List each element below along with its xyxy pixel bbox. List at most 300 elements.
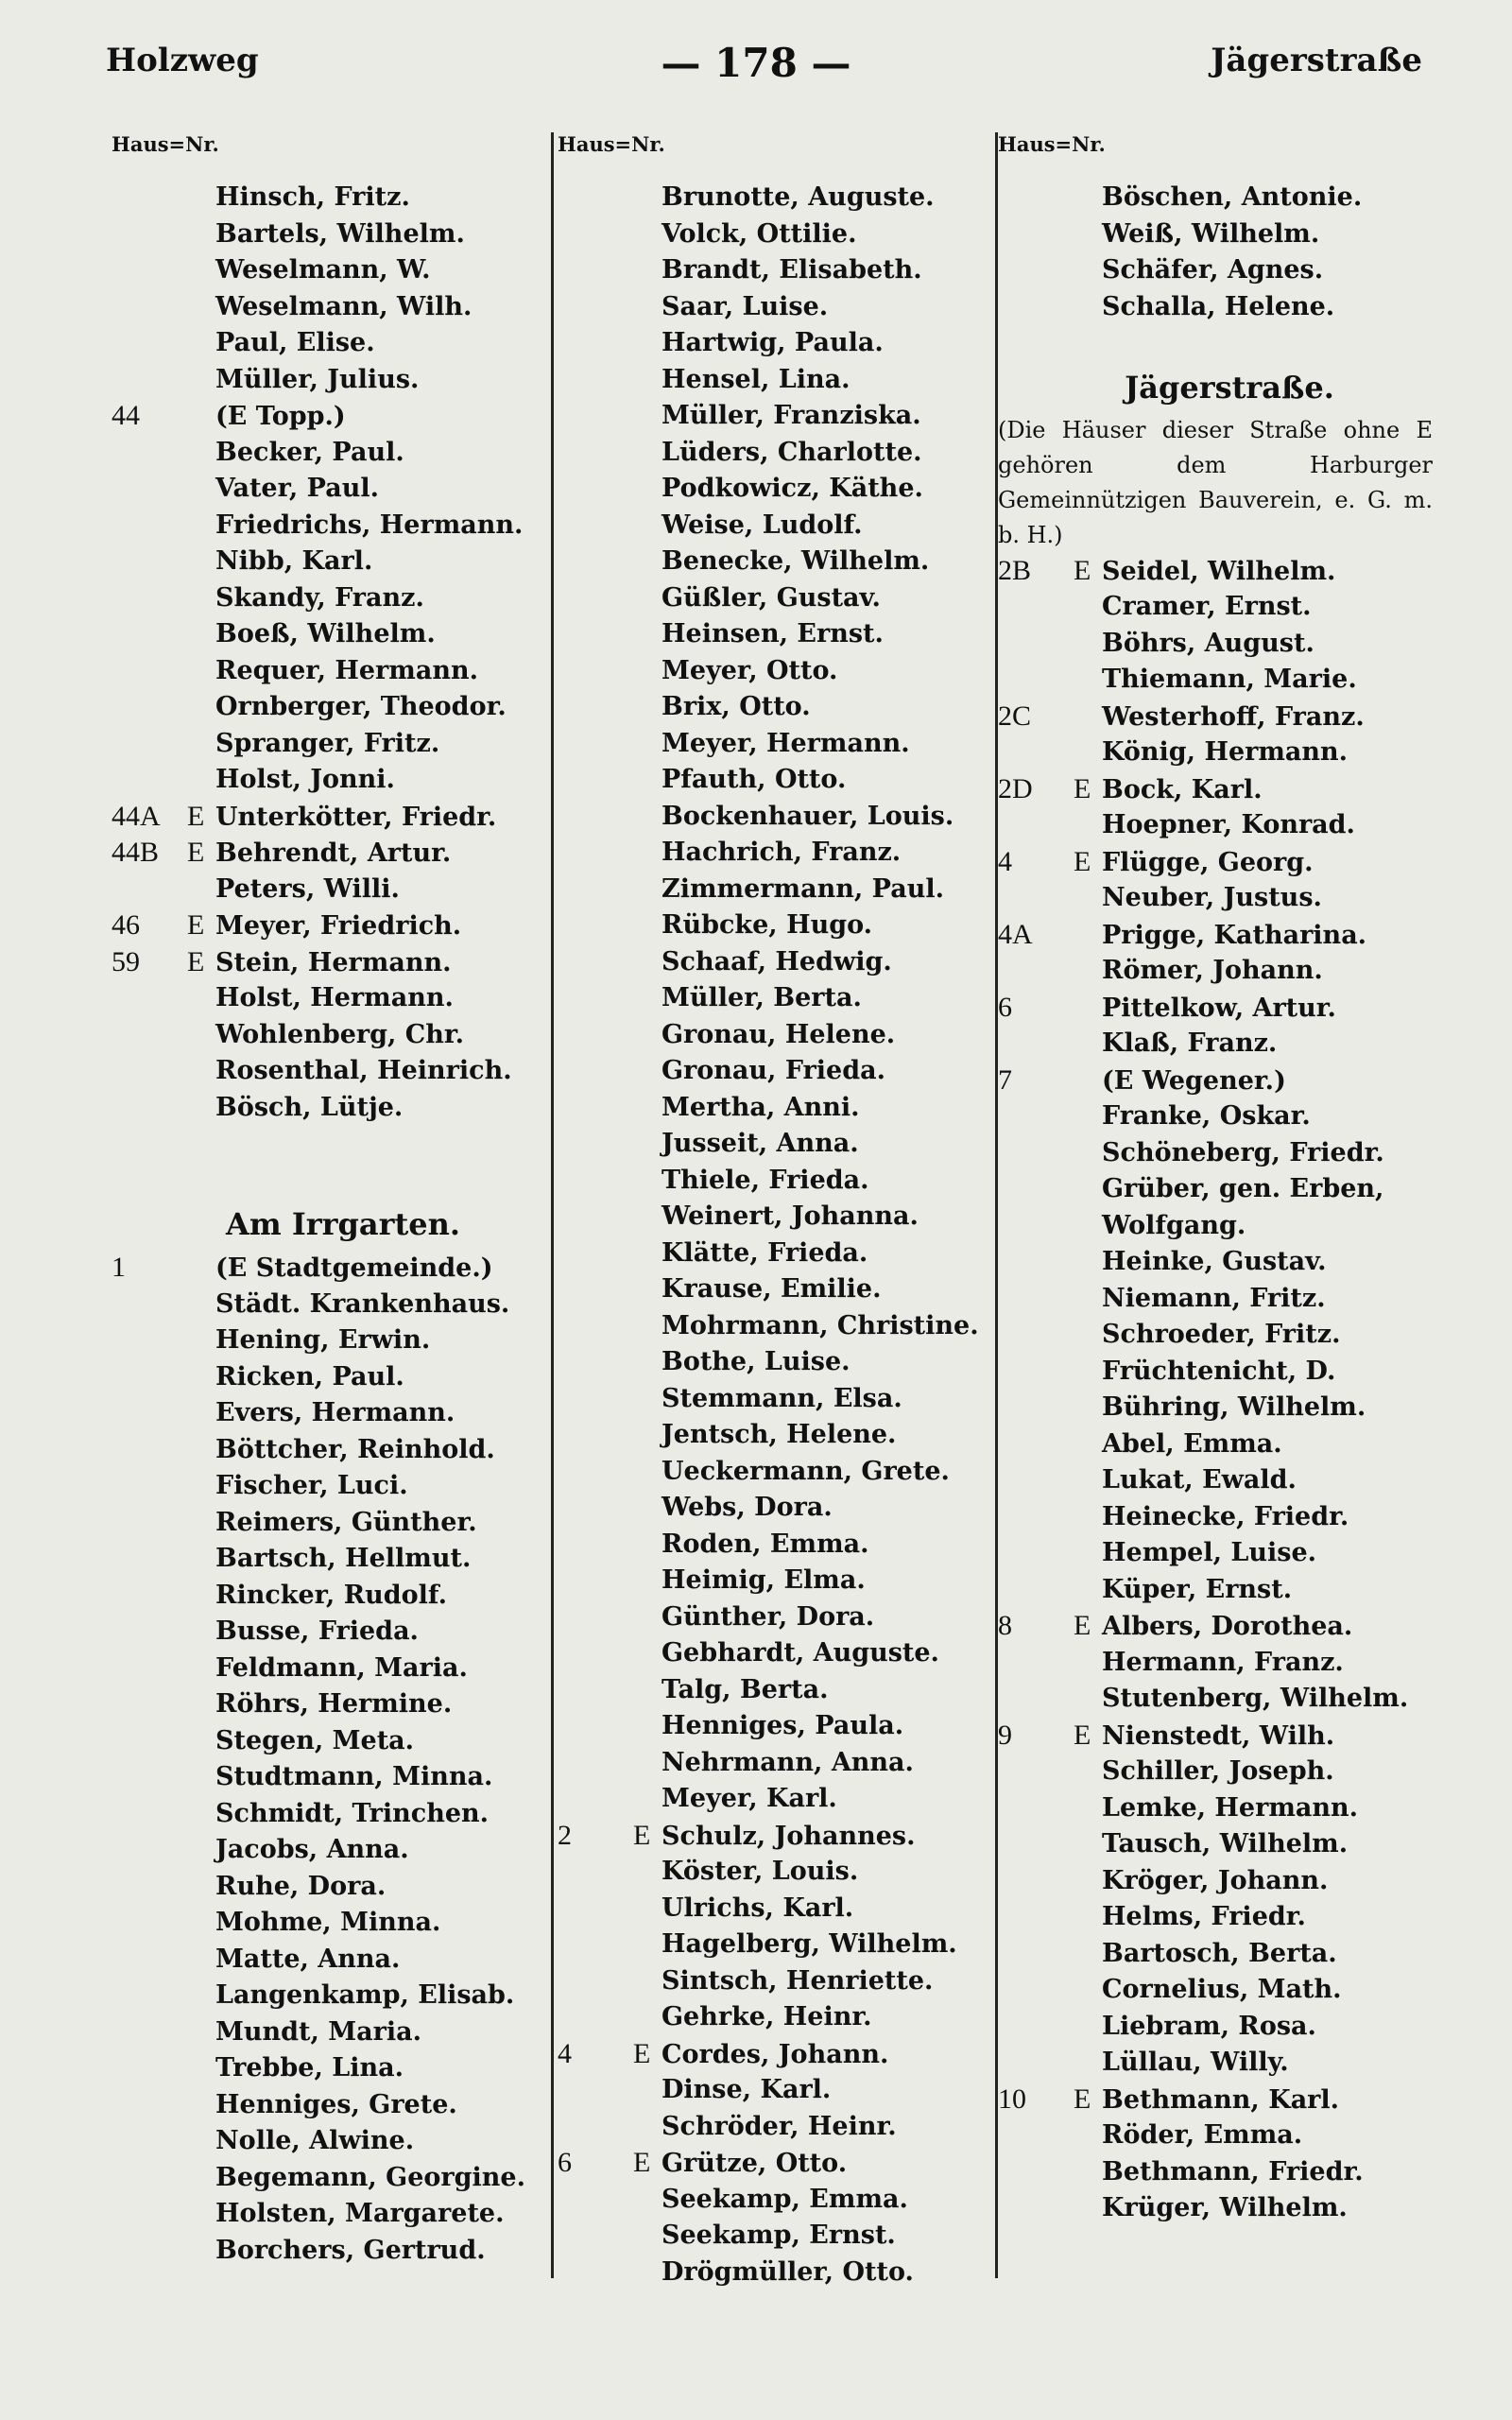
resident-name: Lemke, Hermann. xyxy=(1102,1792,1359,1823)
list-item xyxy=(112,1017,546,1054)
list-item xyxy=(112,1090,546,1127)
resident-name: Bühring, Wilhelm. xyxy=(1102,1392,1366,1422)
resident-name: Böhrs, August. xyxy=(1102,628,1314,658)
list-item xyxy=(558,289,992,326)
resident-name: Stemmann, Elsa. xyxy=(662,1383,902,1413)
rows-block xyxy=(998,180,1433,325)
list-item xyxy=(112,1250,546,1287)
list-item xyxy=(558,2218,992,2255)
list-item xyxy=(998,880,1433,917)
list-item xyxy=(558,726,992,763)
resident-name: Lüders, Charlotte. xyxy=(662,437,922,467)
house-number: 7 xyxy=(998,1063,1012,1096)
resident-name: Hermann, Franz. xyxy=(1102,1647,1344,1677)
resident-name: Cornelius, Math. xyxy=(1102,1975,1342,2004)
list-item xyxy=(112,689,546,726)
list-item xyxy=(112,1651,546,1687)
resident-name: Studtmann, Minna. xyxy=(215,1762,493,1791)
resident-name: Wolfgang. xyxy=(1102,1210,1246,1240)
resident-name: Reimers, Günther. xyxy=(215,1507,477,1537)
list-item xyxy=(998,1972,1433,2009)
resident-name: Müller, Julius. xyxy=(215,364,420,394)
list-item xyxy=(112,762,546,799)
list-item xyxy=(112,908,546,944)
resident-name: Schulz, Johannes. xyxy=(662,1821,916,1851)
resident-name: Heinke, Gustav. xyxy=(1102,1247,1327,1276)
resident-name: Seidel, Wilhelm. xyxy=(1102,556,1336,586)
resident-name: Helms, Friedr. xyxy=(1102,1902,1306,1931)
resident-name: Langenkamp, Elisab. xyxy=(215,1980,515,2010)
owner-mark: E xyxy=(633,2037,651,2069)
resident-name: Gehrke, Heinr. xyxy=(662,2002,872,2031)
resident-name: Nehrmann, Anna. xyxy=(662,1747,914,1777)
resident-name: Prigge, Katharina. xyxy=(1102,920,1367,950)
list-item xyxy=(558,2036,992,2073)
house-number: 2B xyxy=(998,554,1032,586)
list-item xyxy=(998,2118,1433,2154)
list-item xyxy=(998,1098,1433,1135)
resident-name: Müller, Berta. xyxy=(662,983,862,1012)
list-item xyxy=(112,2160,546,2197)
resident-name: Nibb, Karl. xyxy=(215,546,373,576)
list-item xyxy=(998,990,1433,1027)
list-item xyxy=(558,835,992,872)
list-item xyxy=(998,1608,1433,1645)
resident-name: Stein, Hermann. xyxy=(215,947,452,977)
list-item xyxy=(112,726,546,763)
list-item xyxy=(998,1681,1433,1718)
list-item xyxy=(998,807,1433,844)
house-number: 6 xyxy=(998,991,1012,1023)
list-item xyxy=(558,1053,992,1090)
owner-mark: E xyxy=(1074,554,1091,586)
resident-name: Skandy, Franz. xyxy=(215,582,424,613)
resident-name: Cordes, Johann. xyxy=(662,2039,889,2069)
list-item xyxy=(558,1271,992,1308)
resident-name: Trebbe, Lina. xyxy=(215,2053,404,2083)
resident-name: (E Stadtgemeinde.) xyxy=(215,1253,493,1283)
resident-name: Evers, Hermann. xyxy=(215,1398,455,1427)
resident-name: Krüger, Wilhelm. xyxy=(1102,2193,1348,2222)
list-item xyxy=(112,1468,546,1505)
resident-name: Grüber, gen. Erben, xyxy=(1102,1174,1384,1203)
resident-name: Bartels, Wilhelm. xyxy=(215,218,465,249)
resident-name: Böschen, Antonie. xyxy=(1102,182,1363,212)
list-item xyxy=(998,1572,1433,1609)
resident-name: Requer, Hermann. xyxy=(215,655,479,685)
list-item xyxy=(998,216,1433,253)
resident-name: Römer, Johann. xyxy=(1102,956,1323,985)
owner-mark: E xyxy=(1074,845,1091,877)
resident-name: Schöneberg, Friedr. xyxy=(1102,1137,1384,1167)
list-item xyxy=(558,580,992,617)
resident-name: Nienstedt, Wilh. xyxy=(1102,1720,1335,1751)
house-number: 1 xyxy=(112,1252,126,1283)
column-3 xyxy=(998,130,1433,2227)
resident-name: Unterkötter, Friedr. xyxy=(215,802,497,832)
resident-name: Mohrmann, Christine. xyxy=(662,1310,979,1340)
list-item xyxy=(998,2045,1433,2082)
list-item xyxy=(558,1635,992,1672)
resident-name: Mertha, Anni. xyxy=(662,1092,860,1122)
resident-name: Hagelberg, Wilhelm. xyxy=(662,1929,957,1959)
resident-name: Bothe, Luise. xyxy=(662,1347,850,1376)
resident-name: Cramer, Ernst. xyxy=(1102,592,1312,621)
resident-name: Webs, Dora. xyxy=(662,1493,833,1522)
list-item xyxy=(998,735,1433,771)
list-item xyxy=(998,1826,1433,1863)
resident-name: Krause, Emilie. xyxy=(662,1274,882,1304)
list-item xyxy=(112,1432,546,1469)
resident-name: Hachrich, Franz. xyxy=(662,838,902,867)
resident-name: Henniges, Paula. xyxy=(662,1711,904,1740)
list-item xyxy=(998,953,1433,990)
resident-name: Benecke, Wilhelm. xyxy=(662,546,930,576)
resident-name: Klätte, Frieda. xyxy=(662,1237,868,1268)
list-item xyxy=(112,1505,546,1542)
list-item xyxy=(558,252,992,289)
list-item xyxy=(558,1344,992,1381)
list-item xyxy=(998,180,1433,216)
list-item xyxy=(112,1942,546,1979)
resident-name: Mundt, Maria. xyxy=(215,2016,422,2047)
resident-name: Dinse, Karl. xyxy=(662,2075,832,2104)
list-item xyxy=(112,180,546,216)
resident-name: Stegen, Meta. xyxy=(215,1725,415,1755)
list-item xyxy=(112,289,546,326)
list-item xyxy=(112,1796,546,1833)
owner-mark: E xyxy=(187,945,205,977)
list-item xyxy=(558,471,992,508)
list-item xyxy=(558,1417,992,1454)
resident-name: Begemann, Georgine. xyxy=(215,2162,525,2192)
list-item xyxy=(112,2196,546,2233)
list-item xyxy=(998,2154,1433,2191)
resident-name: Pfauth, Otto. xyxy=(662,765,847,794)
list-item xyxy=(112,1723,546,1760)
list-item xyxy=(998,917,1433,954)
house-number-label: Haus=Nr. xyxy=(998,132,1106,156)
resident-name: (E Wegener.) xyxy=(1102,1065,1286,1096)
column-1 xyxy=(112,130,546,2269)
resident-name: Rincker, Rudolf. xyxy=(215,1580,447,1610)
list-item xyxy=(558,616,992,653)
resident-name: Heimig, Elma. xyxy=(662,1565,866,1595)
resident-name: Schaaf, Hedwig. xyxy=(662,946,892,977)
list-item xyxy=(998,1244,1433,1281)
house-number: 9 xyxy=(998,1719,1012,1751)
list-item xyxy=(112,2233,546,2270)
resident-name: Volck, Ottilie. xyxy=(662,218,857,249)
list-item xyxy=(558,980,992,1017)
list-item xyxy=(558,2182,992,2219)
list-item xyxy=(112,944,546,981)
list-item xyxy=(558,653,992,690)
section-note: (Die Häuser dieser Straße ohne E gehören dem Harburger Gemeinnützigen Bauverein, e. G. m. b. H.) xyxy=(998,416,1433,548)
resident-name: König, Hermann. xyxy=(1102,737,1349,767)
list-item xyxy=(998,1208,1433,1245)
list-item xyxy=(998,1026,1433,1063)
resident-name: Hening, Erwin. xyxy=(215,1325,431,1355)
resident-name: Meyer, Karl. xyxy=(662,1784,837,1813)
list-item xyxy=(112,1686,546,1723)
list-item xyxy=(998,1462,1433,1499)
resident-name: Becker, Paul. xyxy=(215,437,404,467)
resident-name: Hinsch, Fritz. xyxy=(215,182,410,212)
resident-name: Bockenhauer, Louis. xyxy=(662,801,954,831)
owner-mark: E xyxy=(187,837,205,868)
resident-name: Ruhe, Dora. xyxy=(215,1871,387,1901)
house-number: 10 xyxy=(998,2083,1026,2115)
list-item xyxy=(558,1490,992,1527)
list-item xyxy=(998,1754,1433,1790)
list-item xyxy=(558,216,992,253)
house-number: 6 xyxy=(558,2147,572,2178)
resident-name: Müller, Franziska. xyxy=(662,401,921,430)
list-item xyxy=(998,1135,1433,1172)
owner-mark: E xyxy=(1074,2083,1091,2115)
list-item xyxy=(112,216,546,253)
list-item xyxy=(558,1163,992,1200)
resident-name: Güßler, Gustav. xyxy=(662,582,881,613)
resident-name: Hartwig, Paula. xyxy=(662,328,884,357)
resident-name: Liebram, Rosa. xyxy=(1102,2011,1316,2041)
list-item xyxy=(998,1936,1433,1973)
list-item xyxy=(998,626,1433,663)
list-item xyxy=(112,2050,546,2087)
resident-name: Abel, Emma. xyxy=(1102,1428,1282,1459)
resident-name: Spranger, Fritz. xyxy=(215,728,440,758)
list-item xyxy=(558,362,992,399)
list-item xyxy=(112,1287,546,1323)
house-number: 4 xyxy=(998,845,1012,877)
resident-name: Böttcher, Reinhold. xyxy=(215,1434,495,1464)
list-item xyxy=(558,398,992,435)
resident-name: Borchers, Gertrud. xyxy=(215,2235,486,2265)
list-item xyxy=(112,980,546,1017)
list-item xyxy=(998,1645,1433,1682)
rows-block xyxy=(112,1250,546,2269)
owner-mark: E xyxy=(1074,1719,1091,1751)
resident-name: Jacobs, Anna. xyxy=(215,1835,409,1864)
house-number: 44B xyxy=(112,837,160,868)
list-item xyxy=(112,1614,546,1651)
list-item xyxy=(112,325,546,362)
list-item xyxy=(998,289,1433,326)
resident-name: Klaß, Franz. xyxy=(1102,1028,1278,1058)
resident-name: Brunotte, Auguste. xyxy=(662,182,935,212)
list-item xyxy=(112,872,546,908)
resident-name: Bock, Karl. xyxy=(1102,774,1263,804)
resident-name: Köster, Louis. xyxy=(662,1857,859,1886)
list-item xyxy=(998,844,1433,881)
owner-mark: E xyxy=(633,2147,651,2178)
resident-name: Tausch, Wilhelm. xyxy=(1102,1829,1349,1858)
list-item xyxy=(998,1899,1433,1936)
list-item xyxy=(998,1317,1433,1354)
resident-name: Behrendt, Artur. xyxy=(215,838,452,868)
list-item xyxy=(558,1199,992,1236)
list-item xyxy=(112,544,546,580)
rows-block xyxy=(112,180,546,1126)
list-item xyxy=(998,662,1433,699)
list-item xyxy=(112,1322,546,1359)
list-item xyxy=(558,1999,992,2036)
resident-name: Ulrichs, Karl. xyxy=(662,1893,854,1923)
list-item xyxy=(558,1090,992,1127)
list-item xyxy=(998,1354,1433,1391)
list-item xyxy=(112,1395,546,1432)
house-number: 4A xyxy=(998,918,1033,950)
resident-name: Neuber, Justus. xyxy=(1102,883,1322,912)
rows-block xyxy=(558,180,992,2290)
resident-name: Schmidt, Trinchen. xyxy=(215,1798,490,1828)
list-item xyxy=(558,1818,992,1855)
house-number: 2D xyxy=(998,772,1033,804)
resident-name: Meyer, Otto. xyxy=(662,655,838,685)
list-item xyxy=(558,1563,992,1599)
resident-name: Schröder, Heinr. xyxy=(662,2111,897,2141)
list-item xyxy=(112,1053,546,1090)
house-number: 44A xyxy=(112,800,161,832)
resident-name: Lüllau, Willy. xyxy=(1102,2048,1289,2077)
list-item xyxy=(558,1527,992,1564)
resident-name: Holsten, Margarete. xyxy=(215,2199,505,2228)
list-item xyxy=(558,872,992,908)
house-number: 59 xyxy=(112,945,140,977)
list-item xyxy=(998,699,1433,735)
resident-name: Ricken, Paul. xyxy=(215,1361,404,1392)
resident-name: Jusseit, Anna. xyxy=(662,1129,859,1158)
resident-name: Holst, Jonni. xyxy=(215,765,395,794)
resident-name: Zimmermann, Paul. xyxy=(662,873,944,904)
resident-name: Schiller, Joseph. xyxy=(1102,1756,1334,1786)
list-item xyxy=(558,1454,992,1491)
list-item xyxy=(112,580,546,617)
owner-mark: E xyxy=(1074,772,1091,804)
list-item xyxy=(558,2255,992,2291)
resident-name: (E Topp.) xyxy=(215,402,346,431)
list-item xyxy=(558,1891,992,1927)
resident-name: Küper, Ernst. xyxy=(1102,1574,1293,1604)
list-item xyxy=(558,1236,992,1272)
house-number: 46 xyxy=(112,909,140,941)
resident-name: Bethmann, Friedr. xyxy=(1102,2156,1364,2187)
list-item xyxy=(558,435,992,472)
street-header-left: Holzweg xyxy=(106,42,259,79)
resident-name: Matte, Anna. xyxy=(215,1944,401,1974)
resident-name: Kröger, Johann. xyxy=(1102,1865,1329,1895)
list-item xyxy=(998,1718,1433,1754)
list-item xyxy=(558,1599,992,1636)
list-item xyxy=(112,2123,546,2160)
resident-name: Boeß, Wilhelm. xyxy=(215,619,436,648)
list-item xyxy=(112,1905,546,1942)
list-item xyxy=(558,2109,992,2146)
resident-name: Bösch, Lütje. xyxy=(215,1092,404,1122)
list-item xyxy=(112,799,546,836)
list-item xyxy=(558,762,992,799)
resident-name: Sintsch, Henriette. xyxy=(662,1965,934,1996)
resident-name: Peters, Willi. xyxy=(215,873,400,904)
resident-name: Früchtenicht, D. xyxy=(1102,1356,1336,1386)
resident-name: Bartsch, Hellmut. xyxy=(215,1544,472,1573)
page-number: — 178 — xyxy=(661,40,851,86)
resident-name: Thiemann, Marie. xyxy=(1102,665,1357,694)
resident-name: Rübcke, Hugo. xyxy=(662,910,873,940)
resident-name: Bartosch, Berta. xyxy=(1102,1938,1337,1968)
rows-block xyxy=(998,553,1433,2227)
resident-name: Hempel, Luise. xyxy=(1102,1538,1317,1567)
list-item xyxy=(112,835,546,872)
list-item xyxy=(558,1381,992,1418)
resident-name: Seekamp, Ernst. xyxy=(662,2221,896,2250)
list-item xyxy=(998,2009,1433,2046)
house-number: 4 xyxy=(558,2037,572,2069)
resident-name: Nolle, Alwine. xyxy=(215,2126,415,2155)
list-item xyxy=(558,1745,992,1782)
owner-mark: E xyxy=(187,909,205,941)
list-item xyxy=(112,2087,546,2124)
resident-name: Feldmann, Maria. xyxy=(215,1652,468,1683)
list-item xyxy=(112,398,546,435)
house-number-label: Haus=Nr. xyxy=(112,132,219,156)
resident-name: Heinsen, Ernst. xyxy=(662,619,884,648)
list-item xyxy=(558,1854,992,1891)
resident-name: Henniges, Grete. xyxy=(215,2089,457,2119)
resident-name: Holst, Hermann. xyxy=(215,983,454,1012)
resident-name: Gronau, Frieda. xyxy=(662,1056,885,1085)
resident-name: Weiß, Wilhelm. xyxy=(1102,218,1320,249)
list-item xyxy=(112,1832,546,1869)
list-item xyxy=(998,1499,1433,1536)
list-item xyxy=(998,252,1433,289)
street-header-right: Jägerstraße xyxy=(1211,42,1422,79)
owner-mark: E xyxy=(633,1819,651,1851)
resident-name: Paul, Elise. xyxy=(215,328,375,357)
resident-name: Weise, Ludolf. xyxy=(662,510,863,540)
list-item xyxy=(558,1781,992,1818)
list-item xyxy=(998,1863,1433,1900)
list-item xyxy=(558,944,992,981)
list-item xyxy=(998,1426,1433,1463)
column-divider xyxy=(551,132,554,2278)
resident-name: Röhrs, Hermine. xyxy=(215,1689,453,1719)
list-item xyxy=(558,508,992,544)
resident-name: Schäfer, Agnes. xyxy=(1102,255,1324,285)
resident-name: Pittelkow, Artur. xyxy=(1102,993,1336,1023)
resident-name: Franke, Oskar. xyxy=(1102,1101,1311,1131)
resident-name: Niemann, Fritz. xyxy=(1102,1283,1326,1313)
list-item xyxy=(998,553,1433,590)
list-item xyxy=(558,908,992,944)
list-item xyxy=(112,252,546,289)
list-item xyxy=(558,1308,992,1345)
list-item xyxy=(112,1541,546,1578)
list-item xyxy=(558,1126,992,1163)
resident-name: Schalla, Helene. xyxy=(1102,291,1335,321)
resident-name: Mohme, Minna. xyxy=(215,1908,441,1937)
list-item xyxy=(112,2014,546,2051)
resident-name: Weselmann, W. xyxy=(215,255,431,285)
list-item xyxy=(558,1927,992,1963)
resident-name: Rosenthal, Heinrich. xyxy=(215,1056,512,1085)
list-item xyxy=(112,1869,546,1906)
list-item xyxy=(112,653,546,690)
list-item xyxy=(998,1535,1433,1572)
resident-name: Städt. Krankenhaus. xyxy=(215,1288,510,1319)
resident-name: Talg, Berta. xyxy=(662,1674,829,1704)
